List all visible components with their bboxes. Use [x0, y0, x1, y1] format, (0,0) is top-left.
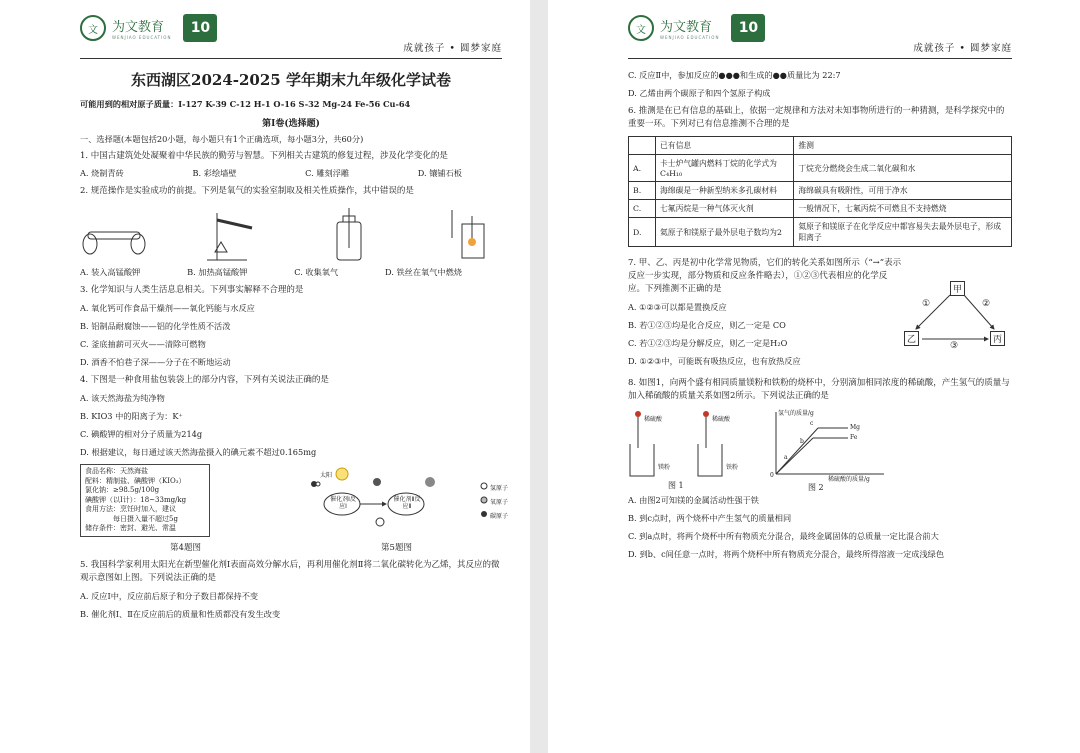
point-b: b	[800, 438, 804, 445]
anniversary-badge: 10	[183, 14, 217, 42]
table-row	[629, 218, 1012, 247]
arrow-1-label: ①	[922, 299, 931, 309]
hydrogen-mass-graph	[768, 408, 888, 480]
option: D. 酒香不怕巷子深——分子在不断地运动	[80, 357, 231, 367]
option: B. 彩绘墙壁	[192, 168, 237, 178]
caption-q5: 第5题图	[381, 542, 412, 553]
label-line: 碘酸钾（以I计）：18~33mg/kg	[85, 495, 187, 504]
point-c: c	[810, 420, 814, 427]
label-line: 食用方法：烹饪时加入，建议	[85, 505, 176, 513]
catalyst-2-label: 催化剂Ⅱ反应Ⅱ	[393, 496, 421, 510]
option: B. 催化剂Ⅰ、Ⅱ在反应前后的质量和性质都没有发生改变	[80, 608, 281, 619]
brand-sub: WENJIAO EDUCATION	[112, 35, 172, 40]
sun-label: 太阳	[320, 472, 333, 479]
table-cell: 氦原子和镁原子最外层电子数均为2	[656, 218, 794, 247]
test-tube-illustration	[80, 208, 150, 263]
catalyst-1-label: 催化剂Ⅰ反应Ⅰ	[330, 496, 356, 510]
option: D. 镶铺石板	[417, 168, 462, 178]
option: C. 到a点时，将两个烧杯中所有物质充分混合，最终金属固体的总质量一定比混合前大	[628, 531, 939, 541]
legend-oxygen: 氧原子	[490, 499, 509, 506]
heating-apparatus-illustration	[197, 208, 267, 263]
page-header	[628, 0, 1012, 59]
option: A. 该天然海盐为纯净物	[80, 393, 165, 403]
legend-hydrogen: 氢原子	[490, 485, 509, 492]
seal-icon: 文	[80, 15, 106, 41]
option: B. KIO3 中的阳离子为：K⁺	[80, 411, 183, 421]
gas-bottle-illustration	[315, 208, 385, 263]
label-line: 配料：精制盐、碘酸钾（KIO₃）	[85, 476, 186, 485]
option: C. 碘酸钾的相对分子质量为214g	[80, 429, 203, 439]
brand-name: 为文教育	[112, 20, 165, 35]
series-fe-label: Fe	[850, 434, 858, 441]
origin-label: 0	[770, 472, 774, 479]
seal-icon: 文	[628, 15, 654, 41]
option: D. 根据建议，每日通过该天然海盐摄入的碘元素不超过0.165mg	[80, 447, 317, 457]
table-cell: C.	[629, 200, 656, 218]
caption-fig2: 图 2	[808, 483, 824, 492]
q2-options	[80, 267, 502, 278]
option: B. 到c点时，两个烧杯中产生氢气的质量相同	[628, 513, 792, 523]
option: A. 反应Ⅰ中，反应前后原子和分子数目都保持不变	[80, 590, 259, 601]
fe-powder-label: 铁粉	[726, 464, 739, 471]
node-yi: 乙	[904, 331, 919, 346]
table-cell: 七氟丙烷是一种气体灭火剂	[656, 200, 794, 218]
option: A. 烧制青砖	[80, 168, 124, 178]
anniversary-badge: 10	[731, 14, 765, 42]
label-line: 每日摄入量不超过5g	[113, 514, 178, 523]
question-3: 3. 化学知识与人类生活息息相关。下列事实解释不合理的是	[80, 285, 304, 295]
table-row	[629, 155, 1012, 182]
option: C. 若①②③均是分解反应，则乙一定是H₂O	[628, 338, 788, 348]
option: C. 收集氧气	[294, 267, 339, 277]
y-axis-label: 氢气的质量/g	[778, 410, 814, 417]
table-cell: 氦原子和镁原子在化学反应中都容易失去最外层电子，形成阳离子	[794, 218, 1012, 247]
option: D. 到b、c间任意一点时，将两个烧杯中所有物质充分混合，最终所得溶液一定成浅绿色	[628, 549, 945, 559]
page-header	[80, 0, 502, 59]
table-cell: 卡士炉气罐内燃料丁烷的化学式为C₄H₁₀	[656, 155, 794, 182]
table-header-row	[629, 137, 1012, 155]
table-cell: 一般情况下，七氟丙烷不可燃且不支持燃烧	[794, 200, 1012, 218]
arrow-3-label: ③	[950, 341, 959, 351]
table-cell: D.	[629, 218, 656, 247]
salt-label	[80, 464, 210, 537]
table-cell: 丁烷充分燃烧会生成二氧化碳和水	[794, 155, 1012, 182]
mg-powder-label: 镁粉	[658, 464, 671, 471]
table-row	[629, 182, 1012, 200]
question-7: 7. 甲、乙、丙是初中化学常见物质，它们的转化关系如图所示（“→”表示反应一步实现，部分物质和反应条件略去），①②③代表相应的化学反应。下列推测不正确的是	[628, 258, 902, 294]
caption-q4: 第4题图	[170, 542, 201, 553]
x-axis-label: 稀硫酸的质量/g	[828, 476, 870, 483]
slogan: 成就孩子 • 圆梦家庭	[913, 43, 1012, 54]
node-jia: 甲	[950, 281, 965, 296]
section-title: 第Ⅰ卷(选择题)	[262, 118, 320, 129]
reaction-diagram	[302, 464, 509, 536]
option: D. ①②③中，可能既有吸热反应，也有放热反应	[628, 356, 801, 366]
option: A. 装入高锰酸钾	[80, 267, 141, 277]
exam-title: 东西湖区2024-2025 学年期末九年级化学试卷	[131, 71, 451, 89]
q6-table	[628, 136, 1012, 247]
figure-2	[768, 408, 888, 490]
question-6: 6. 推测是在已有信息的基础上，依据一定规律和方法对未知事物所进行的一种猜测，是科学探究中的重要一环。下列对已有信息推测不合理的是	[628, 106, 1005, 129]
table-row	[629, 200, 1012, 218]
option: C. 雕刻浮雕	[305, 168, 350, 178]
table-cell: 海绵碳具有吸附性，可用于净水	[794, 182, 1012, 200]
brand-name: 为文教育	[660, 20, 713, 35]
option: D. 乙烯由两个碳原子和四个氢原子构成	[628, 88, 771, 98]
iron-wire-combustion-illustration	[432, 208, 502, 263]
q4-q5-figures	[80, 464, 509, 537]
table-cell: A.	[629, 155, 656, 182]
acid-label-1: 稀硫酸	[644, 416, 663, 423]
table-header	[629, 137, 656, 155]
slogan: 成就孩子 • 圆梦家庭	[403, 43, 502, 54]
arrow-2-label: ②	[982, 299, 991, 309]
point-a: a	[784, 454, 788, 461]
option: B. 铝制品耐腐蚀——铝的化学性质不活泼	[80, 321, 231, 331]
question-8: 8. 如图1，向两个盛有相同质量镁粉和铁粉的烧杯中，分别滴加相同浓度的稀硫酸，产生氢气的质量与加入稀硫酸的质量关系如图2所示。下列说法正确的是	[628, 378, 1010, 401]
option: C. 釜底抽薪可灭火——清除可燃物	[80, 339, 206, 349]
option: B. 若①②③均是化合反应，则乙一定是 CO	[628, 320, 786, 330]
table-header: 已有信息	[656, 137, 794, 155]
label-line: 储存条件：密封、避光、常温	[85, 524, 176, 532]
table-cell: B.	[629, 182, 656, 200]
legend-carbon: 碳原子	[490, 513, 509, 520]
brand-logo	[80, 14, 217, 42]
question-2: 2. 规范操作是实验成功的前提。下列是氧气的实验室制取及相关性质操作，其中错误的是	[80, 186, 414, 196]
series-mg-label: Mg	[850, 424, 860, 431]
q2-figures	[80, 203, 502, 263]
atomic-masses: 可能用到的相对原子质量：I-127 K-39 C-12 H-1 O-16 S-32 Mg-24 Fe-56 Cu-64	[80, 99, 411, 109]
brand-logo	[628, 14, 765, 42]
q1-options	[80, 168, 502, 179]
left-page	[0, 0, 530, 753]
figure-captions	[80, 541, 502, 553]
table-cell: 海绵碳是一种新型纳米多孔碳材料	[656, 182, 794, 200]
question-7-block	[628, 253, 1012, 373]
question-4: 4. 下图是一种食用盐包装袋上的部分内容，下列有关说法正确的是	[80, 375, 329, 385]
figure-1	[628, 410, 748, 490]
acid-label-2: 稀硫酸	[712, 416, 731, 423]
caption-fig1: 图 1	[668, 481, 684, 490]
question-5: 5. 我国科学家利用太阳光在新型催化剂Ⅰ表面高效分解水后，再利用催化剂Ⅱ将二氧化碳转化为乙烯，其反应的微观示意图如上图。下列说法正确的是	[80, 559, 500, 583]
label-line: 氯化钠：≥98.5g/100g	[85, 486, 160, 494]
brand-sub: WENJIAO EDUCATION	[660, 35, 720, 40]
node-bing: 丙	[990, 331, 1005, 346]
option: A. 由图2可知镁的金属活动性强于铁	[628, 495, 759, 505]
conversion-diagram	[902, 281, 1012, 351]
option: C. 反应Ⅱ中，参加反应的●●●和生成的●●质量比为 22:7	[628, 70, 841, 80]
option: B. 加热高锰酸钾	[187, 267, 248, 277]
right-page	[548, 0, 1080, 753]
option: A. 氧化钙可作食品干燥剂——氧化钙能与水反应	[80, 303, 255, 313]
option: A. ①②③可以都是置换反应	[628, 302, 727, 312]
option: D. 铁丝在氧气中燃烧	[384, 267, 462, 277]
part-heading: 一、选择题(本题包括20小题，每小题只有1个正确选项，每小题3分，共60分)	[80, 133, 364, 144]
table-header: 推测	[794, 137, 1012, 155]
question-1: 1. 中国古建筑处处凝聚着中华民族的勤劳与智慧。下列相关古建筑的修复过程，涉及化学变化的是	[80, 151, 448, 161]
q8-figures	[628, 408, 1012, 490]
label-line: 食品名称：天然海盐	[85, 467, 148, 475]
